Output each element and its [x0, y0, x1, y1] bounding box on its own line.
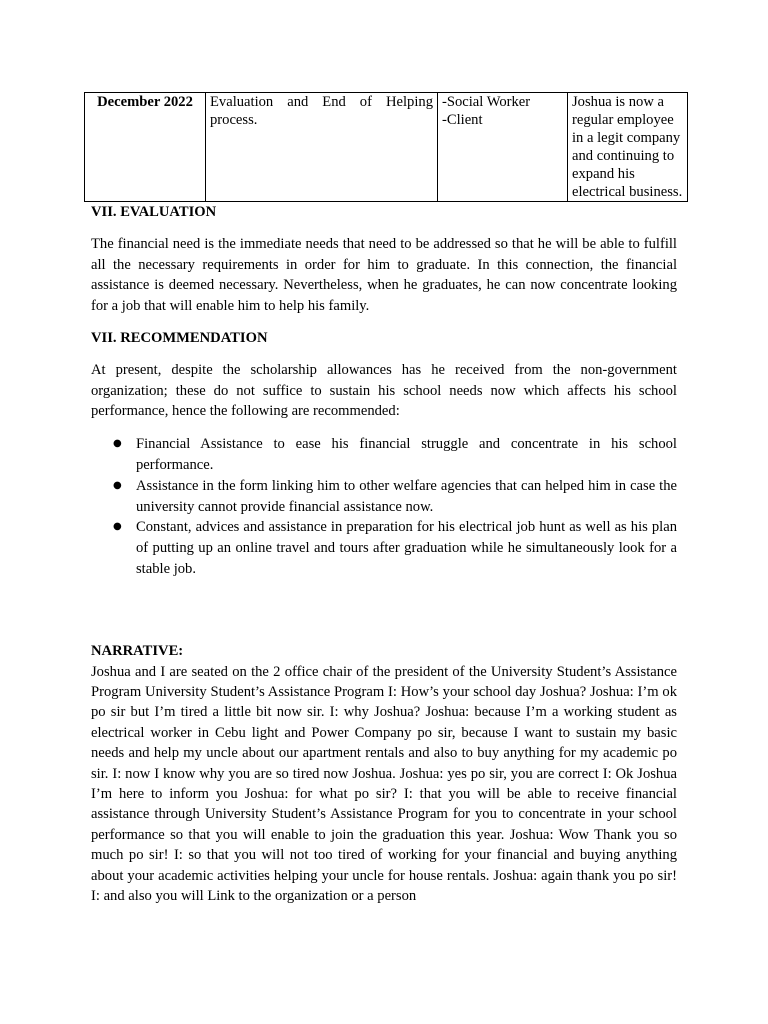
person-line: -Social Worker [442, 94, 531, 110]
evaluation-heading: VII. EVALUATION [91, 204, 217, 220]
list-item [91, 434, 677, 476]
date-cell: December 2022 [85, 93, 206, 202]
list-item-text: Assistance in the form linking him to other welfare agencies that can helped him in case the university cannot provide financial assistance now. [136, 477, 677, 515]
narrative-paragraph: Joshua and I are seated on the 2 office chair of the president of the University Student’s Assistance Program University Student’s Assistance Program I: How’s your school day Joshua? Joshua: I’m ok po sir but I’m tired a little bit now sir. I: why Joshua? Joshua: because I’m a working student as electrical worker in Cebu light and Power Company po sir, because I want to sustain my basic needs and help my uncle about our apartment rentals and also to buy anything for my academic po sir. I: now I know why you are so tired now Joshua. Joshua: yes po sir, you are correct I: Ok Joshua I’m here to inform you Joshua: for what po sir? I: that you will be able to receive financial assistance through University Student’s Assistance Program for you to concentrate in your school performance so that you will enable to join the graduation this year. Joshua: Wow Thank you so much po sir! I: so that you will not too tired of working for your financial and buying anything about your academic activities helping your uncle for house rentals. Joshua: again thank you po sir! I: and also you will Link to the organization or a person [91, 663, 677, 905]
list-item [91, 517, 677, 579]
person-line: -Client [442, 112, 483, 128]
list-item [91, 476, 677, 518]
activity-cell: Evaluation and End of Helping process. [206, 93, 438, 202]
list-item-text: Financial Assistance to ease his financial struggle and concentrate in his school performance. [136, 436, 677, 473]
recommendation-heading: VII. RECOMMENDATION [91, 329, 268, 346]
bullet-icon: ● [113, 479, 122, 491]
list-item-text: Constant, advices and assistance in preparation for his electrical job hunt as well as his plan of putting up an online travel and tours after graduation while he simultaneously look for a stable job. [136, 519, 677, 577]
bullet-icon: ● [113, 438, 122, 450]
recommendation-intro: At present, despite the scholarship allowances has he received from the non-government organization; these do not suffice to sustain his school needs now which affects his school performance, hence the following are recommended: [91, 361, 677, 420]
timeline-table [84, 92, 688, 202]
recommendation-list [91, 434, 677, 580]
narrative-heading: NARRATIVE: [91, 642, 184, 659]
persons-cell [438, 93, 568, 202]
evaluation-paragraph: The financial need is the immediate needs that need to be addressed so that he will be able to fulfill all the necessary requirements in order for him to graduate. In this connection, the financial assistance is deemed necessary. Nevertheless, when he graduates, he can now concentrate looking for a job that will enable him to help his family. [91, 235, 677, 315]
outcome-cell: Joshua is now a regular employee in a legit company and continuing to expand his electrical business. [568, 93, 688, 202]
table-row [85, 93, 688, 202]
bullet-icon: ● [113, 521, 122, 533]
document-page [91, 92, 683, 906]
